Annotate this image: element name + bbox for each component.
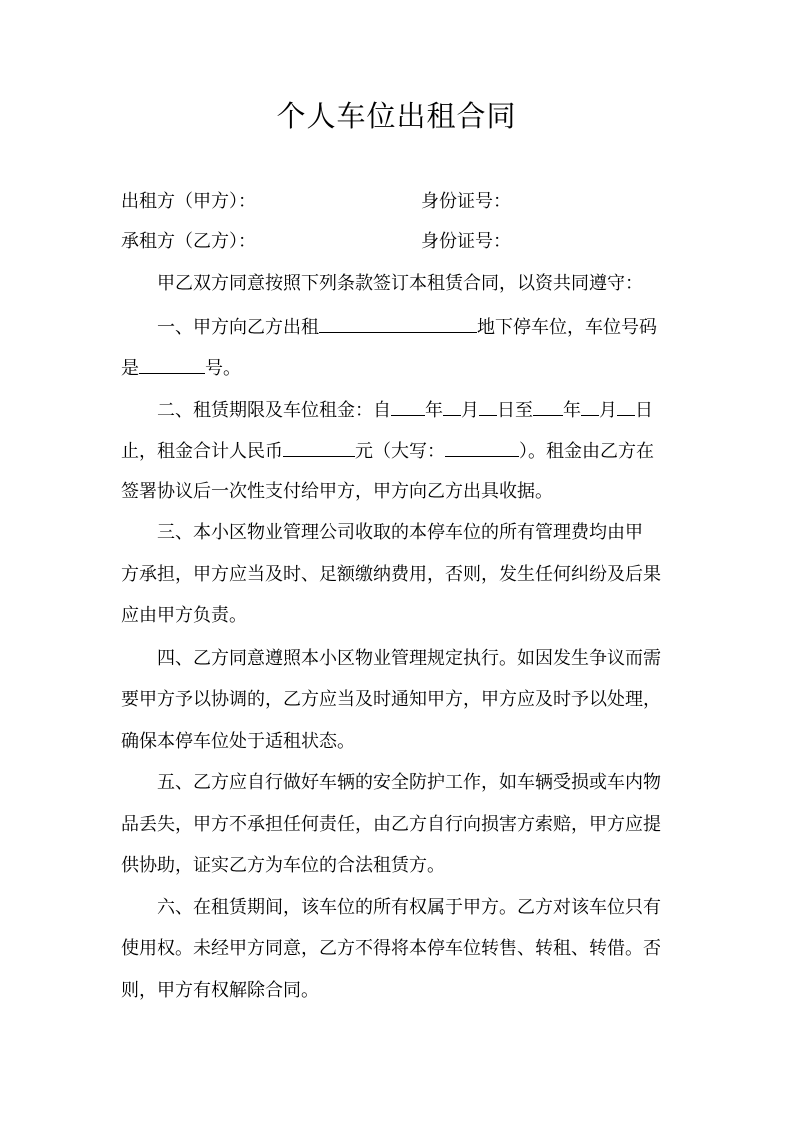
- clause2-line3: 签署协议后一次性支付给甲方，甲方向乙方出具收据。: [121, 481, 553, 502]
- clause3-line1: 三、本小区物业管理公司收取的本停车位的所有管理费均由甲: [157, 522, 643, 543]
- clause5-line1: 五、乙方应自行做好车辆的安全防护工作，如车辆受损或车内物: [157, 772, 661, 793]
- party-a-row: [121, 190, 681, 214]
- blank-end-year: [533, 397, 563, 416]
- party-b-label: 承租方（乙方）：: [121, 231, 256, 252]
- month-label: 月: [599, 400, 617, 421]
- month-label: 月: [461, 400, 479, 421]
- blank-end-day: [617, 397, 635, 416]
- clause1-text-a: 一、甲方向乙方出租: [157, 317, 319, 338]
- clause2-text-d: ）。租金由乙方在: [519, 441, 654, 462]
- clause2-line1: [121, 397, 717, 423]
- clause6-line2: 使用权。未经甲方同意，乙方不得将本停车位转售、转租、转借。否: [121, 938, 661, 959]
- clause4-line1: 四、乙方同意遵照本小区物业管理规定执行。如因发生争议而需: [157, 648, 661, 669]
- clause1-text-b: 地下停车位，车位号码: [477, 317, 657, 338]
- clause6-line1: 六、在租赁期间，该车位的所有权属于甲方。乙方对该车位只有: [157, 897, 661, 918]
- clause1-line1: [121, 314, 717, 340]
- party-a-label: 出租方（甲方）：: [121, 191, 256, 212]
- blank-start-year: [391, 397, 425, 416]
- party-b-row: [121, 230, 681, 254]
- blank-start-month: [443, 397, 461, 416]
- clause4-line2: 要甲方予以协调的，乙方应当及时通知甲方，甲方应及时予以处理，: [121, 689, 661, 710]
- clause5-line2: 品丢失，甲方不承担任何责任，由乙方自行向损害方索赔，甲方应提: [121, 814, 661, 835]
- year-label: 年: [425, 400, 443, 421]
- clause1-line2: [121, 355, 681, 381]
- intro-paragraph: 甲乙双方同意按照下列条款签订本租赁合同，以资共同遵守：: [157, 273, 643, 294]
- clause2-line2: [121, 438, 681, 464]
- blank-space-number: [139, 355, 205, 374]
- document-title: 个人车位出租合同: [276, 99, 517, 133]
- party-b-id-label: 身份证号：: [421, 231, 511, 252]
- clause2-text-a: 二、租赁期限及车位租金：自: [157, 400, 391, 421]
- clause3-line3: 应由甲方负责。: [121, 605, 247, 626]
- blank-end-month: [581, 397, 599, 416]
- clause1-text-c: 是: [121, 358, 139, 379]
- blank-start-day: [479, 397, 497, 416]
- blank-rent-amount: [283, 438, 355, 457]
- clause1-text-d: 号。: [205, 358, 241, 379]
- clause2-text-b: 止，租金合计人民币: [121, 441, 283, 462]
- year-label: 年: [563, 400, 581, 421]
- clause3-line2: 方承担，甲方应当及时、足额缴纳费用，否则，发生任何纠纷及后果: [121, 564, 661, 585]
- clause2-text-c: 元（大写：: [355, 441, 445, 462]
- day-label: 日: [635, 400, 653, 421]
- clause4-line3: 确保本停车位处于适租状态。: [121, 731, 355, 752]
- clause6-line3: 则，甲方有权解除合同。: [121, 980, 319, 1001]
- clause5-line3: 供协助，证实乙方为车位的合法租赁方。: [121, 855, 445, 876]
- to-label: 日至: [497, 400, 533, 421]
- party-a-id-label: 身份证号：: [421, 191, 511, 212]
- blank-rent-words: [445, 438, 519, 457]
- blank-parking-location: [319, 314, 477, 333]
